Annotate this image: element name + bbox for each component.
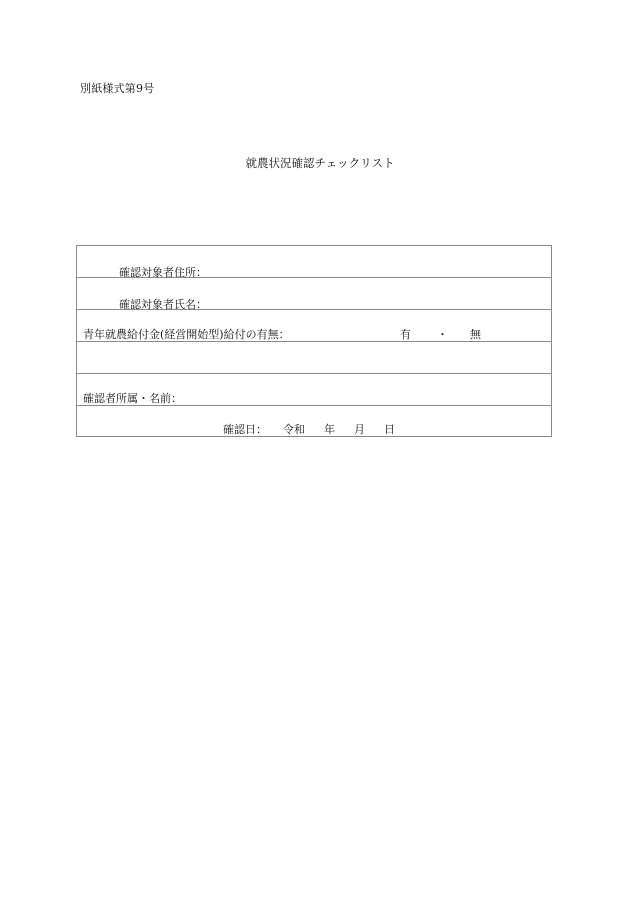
date-day-unit: 日 <box>384 423 395 436</box>
name-label: 確認対象者氏名： <box>119 298 207 311</box>
option-yes[interactable]: 有 <box>400 328 411 341</box>
subsidy-label: 青年就農給付金(経営開始型)給付の有無： <box>83 328 290 341</box>
confirmer-label: 確認者所属・名前： <box>83 392 182 405</box>
form-number: 別紙様式第9号 <box>80 82 155 95</box>
option-no[interactable]: 無 <box>470 328 481 341</box>
address-row <box>77 246 551 278</box>
confirmer-row <box>77 374 551 406</box>
date-era: 令和 <box>283 423 305 436</box>
subsidy-row <box>77 310 551 342</box>
address-label: 確認対象者住所： <box>119 266 207 279</box>
date-year-unit: 年 <box>324 423 335 436</box>
checklist-table <box>76 245 552 437</box>
page-title: 就農状況確認チェックリスト <box>245 156 395 170</box>
name-row <box>77 278 551 310</box>
date-row <box>77 406 551 436</box>
date-label: 確認日： <box>223 423 267 436</box>
date-month-unit: 月 <box>354 423 365 436</box>
blank-row <box>77 342 551 374</box>
option-separator: ・ <box>437 328 448 341</box>
